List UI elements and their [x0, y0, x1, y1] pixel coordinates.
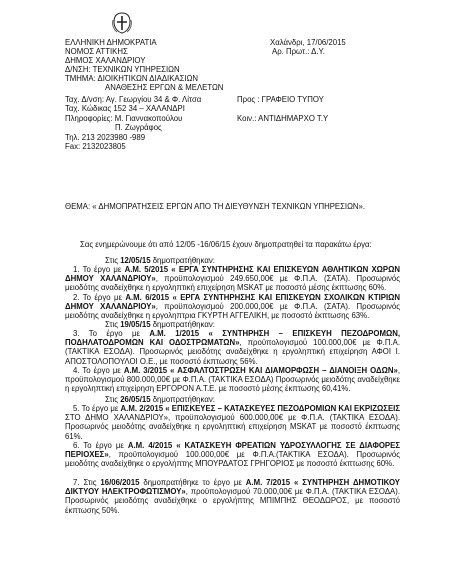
header-fax: Fax: 2132023805 — [65, 142, 126, 151]
coat-of-arms-emblem — [111, 11, 133, 35]
list-item: 3. Το έργο με Α.Μ. 1/2015 « ΣΥΝΤΗΡΗΣΗ – ΕΠΙΣΚΕΥΗ ΠΕΖΟΔΡΟΜΩΝ, ΠΟΔΗΛΑΤΟΔΡΟΜΩΝ ΚΑΙ ΟΔΟΣΤΡΩΜΑΤΩΝ», προϋπολογισμού 100.000,00€ με Φ.Π.Α. (ΤΑΚΤΙΚΑ ΕΣΟΔΑ). Προσωρινός μειοδότης αναδείχθηκε η εργοληπτική επιχείρηση ΑΦΟΙ Ι. ΑΠΟΣΤΟΛΟΠΟΥΛΟΙ Ο.Ε., με ποσοστό έκπτωσης 56%. — [65, 329, 400, 366]
list-item: 2. Το έργο με Α.Μ. 6/2015 « ΕΡΓΑ ΣΥΝΤΗΡΗΣΗΣ ΚΑΙ ΕΠΙΣΚΕΥΩΝ ΣΧΟΛΙΚΩΝ ΚΤΙΡΙΩΝ ΔΗΜΟΥ ΧΑΛΑΝΔΡΙΟΥ», προϋπολογισμού 200.000,00€ με Φ.Π.Α. (ΣΑΤΑ). Προσωρινός μειοδότης αναδείχθηκε η εργοληπτρια ΓΚΥΡΤΗ ΑΓΓΕΛΙΚΗ, με ποσοστό έκπτωσης 63%. — [65, 293, 400, 321]
list-item: 1. Το έργο με Α.Μ. 5/2015 « ΕΡΓΑ ΣΥΝΤΗΡΗΣΗΣ ΚΑΙ ΕΠΙΣΚΕΥΩΝ ΑΘΛΗΤΙΚΩΝ ΧΩΡΩΝ ΔΗΜΟΥ ΧΑΛΑΝΔΡΙΟΥ», προϋπολογισμού 249.650,00€ με Φ.Π.Α. (ΣΑΤΑ). Προσωρινός μειοδότης αναδείχθηκε η εργοληπτική επιχείρηση MSKAT με ποσοστό μέσης έκπτωσης 60%. — [65, 265, 400, 293]
subject-line: ΘΕΜΑ: « ΔΗΜΟΠΡΑΤΗΣΕΙΣ ΕΡΓΩΝ ΑΠΟ ΤΗ ΔΙΕΥΘΥΝΣΗ ΤΕΧΝΙΚΩΝ ΥΠΗΡΕΣΙΩΝ». — [65, 202, 366, 211]
header-info-cont: Π. Ζωγράφος — [115, 123, 162, 132]
header-prefecture: ΝΟΜΟΣ ΑΤΤΙΚΗΣ — [65, 47, 128, 56]
header-address: Ταχ. Δ/νση: Αγ. Γεωργίου 34 & Φ. Λίτσα — [65, 95, 202, 104]
recipient-line: Προς : ΓΡΑΦΕΙΟ ΤΥΠΟΥ — [237, 95, 324, 104]
list-item: 4. Το έργο με Α.Μ. 3/2015 « ΑΣΦΑΛΤΟΣΤΡΩΣΗ ΚΑΙ ΔΙΑΜΟΡΦΩΣΗ – ΔΙΑΝΟΙΞΗ ΟΔΩΝ», προϋπολογισμού 800.000,00€ με Φ.Π.Α. (ΤΑΚΤΙΚΑ ΕΣΟΔΑ) Προσωρινός μειοδότης αναδείχθηκε η εργοληπτική επιχείρηση ΕΡΓΟΡΟΝ Α.Τ.Ε. με ποσοστό μέσης έκπτωσης 60,41%. — [65, 366, 400, 394]
header-country: ΕΛΛΗΝΙΚΗ ΔΗΜΟΚΡΑΤΙΑ — [65, 38, 157, 47]
header-department: ΤΜΗΜΑ: ΔΙΟΙΚΗΤΙΚΩΝ ΔΙΑΔΙΚΑΣΙΩΝ — [65, 74, 199, 83]
session-date-line: Στις 19/05/15 δημοπρατήθηκαν: — [105, 320, 215, 329]
session-date-line: Στις 12/05/15 δημοπρατήθηκαν: — [105, 256, 215, 265]
list-item: 6. Το έργο με Α.Μ. 4/2015 « ΚΑΤΑΣΚΕΥΗ ΦΡΕΑΤΙΩΝ ΥΔΡΟΣΥΛΛΟΓΗΣ ΣΕ ΔΙΑΦΟΡΕΣ ΠΕΡΙΟΧΕΣ», προϋπολογισμού 100.000,00€ με Φ.Π.Α.(ΤΑΚΤΙΚΑ ΕΣΟΔΑ). Προσωρινός μειοδότης αναδείχθηκε ο εργολήπτης ΜΠΟΥΡΔΑΤΟΣ ΓΡΗΓΟΡΙΟΣ με ποσοστό έκπτωσης 60%. — [65, 441, 400, 469]
header-municipality: ΔΗΜΟΣ ΧΑΛΑΝΔΡΙΟΥ — [65, 56, 146, 65]
session-date-line: Στις 26/05/15 δημοπρατήθηκαν: — [105, 395, 215, 404]
list-item: 7. Στις 16/06/2015 δημοπρατήθηκε το έργο με Α.Μ. 7/2015 « ΣΥΝΤΗΡΗΣΗ ΔΗΜΟΤΙΚΟΥ ΔΙΚΤΥΟΥ ΗΛΕΚΤΡΟΦΩΤΙΣΜΟΥ», προϋπολογισμού 70.000,00€ με Φ.Π.Α. (ΤΑΚΤΙΚΑ ΕΣΟΔΑ). Προσωρινός μειοδότης αναδείχθηκε ο εργολήπτης ΜΠΙΜΠΗΣ ΘΕΟΔΩΡΟΣ, με ποσοστό έκπτωσης 50%. — [65, 478, 400, 515]
header-department-cont: ΑΝΑΘΕΣΗΣ ΕΡΓΩΝ & ΜΕΛΕΤΩΝ — [105, 83, 224, 92]
intro-line: Σας ενημερώνουμε ότι από 12/05 -16/06/15 έχουν δημοπρατηθεί τα παρακάτω έργα: — [80, 240, 372, 249]
header-directorate: Δ/ΝΣΗ: ΤΕΧΝΙΚΩΝ ΥΠΗΡΕΣΙΩΝ — [65, 65, 180, 74]
list-item: 5. Το έργο με Α.Μ. 2/2015 « ΕΠΙΣΚΕΥΕΣ – ΚΑΤΑΣΚΕΥΕΣ ΠΕΖΟΔΡΟΜΙΩΝ ΚΑΙ ΕΚΡΙΖΩΣΕΙΣ ΣΤΟ ΔΗΜΟ ΧΑΛΑΝΔΡΙΟΥ», προϋπολογισμού 600.000,00€ με Φ.Π.Α. (ΤΑΚΤΙΚΑ ΕΣΟΔΑ). Προσωρινός μειοδότης αναδείχθηκε η εργοληπτική επιχείρηση MSKAT με ποσοστό έκπτωσης 61%. — [65, 404, 400, 441]
header-info: Πληροφορίες: Μ. Γιαννακοπούλου — [65, 114, 183, 123]
date-line: Χαλάνδρι, 17/06/2015 — [270, 38, 346, 47]
header-postcode: Ταχ. Κώδικας 152 34 – ΧΑΛΑΝΔΡΙ — [65, 104, 185, 113]
protocol-number: Αρ. Πρωτ.: Δ.Υ. — [272, 47, 325, 56]
cc-line: Κοιν.: ΑΝΤΙΔΗΜΑΡΧΟ Τ.Υ — [237, 114, 329, 123]
header-phone: Τηλ. 213 2023980 -989 — [65, 133, 146, 142]
